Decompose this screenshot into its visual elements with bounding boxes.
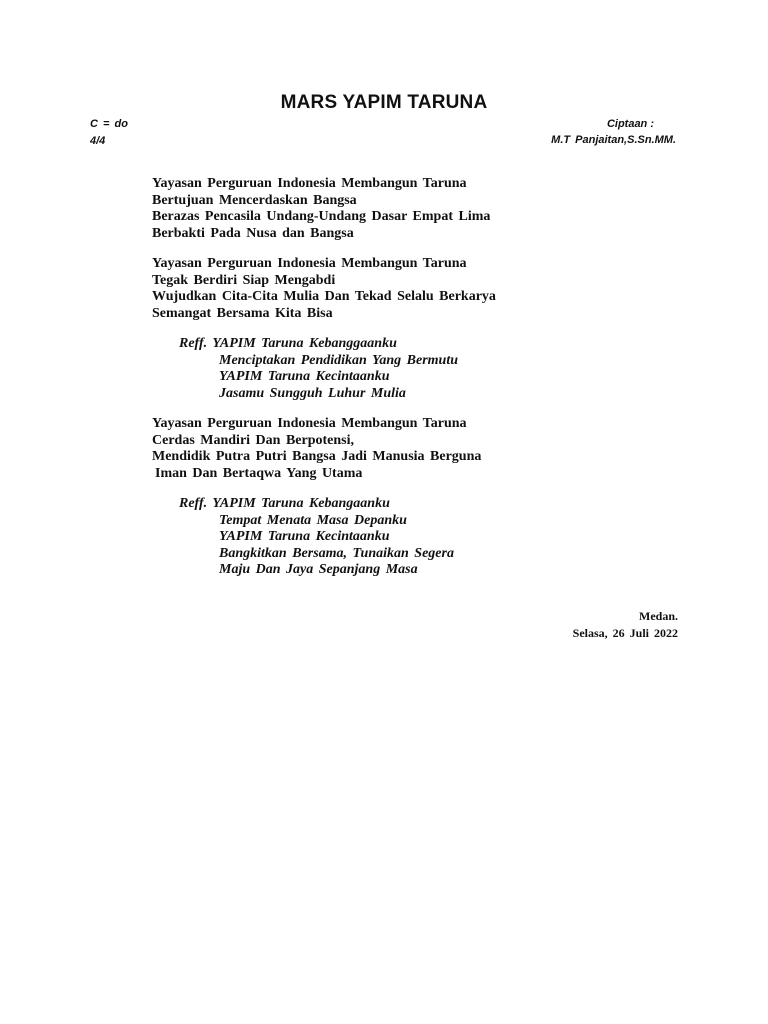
lyric-line: Jasamu Sungguh Luhur Mulia: [219, 385, 406, 401]
lyric-line: Mendidik Putra Putri Bangsa Jadi Manusia Berguna: [152, 449, 482, 464]
signature-block: [573, 608, 678, 641]
composer-name: M.T Panjaitan,S.Sn.MM.: [551, 134, 676, 146]
place: Medan.: [639, 609, 678, 623]
lyric-line: Menciptakan Pendidikan Yang Bermutu: [219, 352, 458, 368]
lyric-line: Wujudkan Cita-Cita Mulia Dan Tekad Selalu Berkarya: [152, 289, 496, 304]
lyric-line: YAPIM Taruna Kecintaanku: [219, 529, 390, 544]
lyric-line: Reff. YAPIM Taruna Kebangaanku: [179, 496, 390, 511]
lyric-line: Bertujuan Mencerdaskan Bangsa: [152, 192, 357, 208]
date: Selasa, 26 Juli 2022: [572, 625, 678, 640]
lyric-line: Yayasan Perguruan Indonesia Membangun Taruna: [152, 256, 467, 271]
lyric-line: Yayasan Perguruan Indonesia Membangun Taruna: [152, 176, 467, 191]
lyric-line: Berbakti Pada Nusa dan Bangsa: [152, 225, 354, 241]
refrain-2: [152, 496, 652, 579]
song-key: C = do: [90, 118, 128, 130]
verse-1: [152, 176, 652, 242]
verse-3: [152, 416, 652, 482]
song-title: MARS YAPIM TARUNA: [280, 92, 488, 113]
lyric-line: YAPIM Taruna Kecintaanku: [219, 369, 390, 384]
lyrics: [152, 176, 652, 579]
composer-block: [551, 116, 676, 149]
lyric-line: Bangkitkan Bersama, Tunaikan Segera: [219, 545, 454, 561]
lyric-line: Yayasan Perguruan Indonesia Membangun Taruna: [152, 416, 467, 431]
refrain-1: [152, 336, 652, 402]
lyric-line: Tegak Berdiri Siap Mengabdi: [152, 272, 336, 288]
lyric-line: Cerdas Mandiri Dan Berpotensi,: [152, 432, 354, 448]
lyric-line: Tempat Menata Masa Depanku: [219, 512, 407, 528]
lyric-line: Berazas Pencasila Undang-Undang Dasar Empat Lima: [152, 209, 491, 224]
time-signature: 4/4: [90, 134, 106, 147]
song-meta-left: [90, 116, 128, 149]
composer-label: Ciptaan :: [606, 118, 654, 130]
verse-2: [152, 256, 652, 322]
lyric-line: Maju Dan Jaya Sepanjang Masa: [219, 562, 418, 577]
lyric-line: Reff. YAPIM Taruna Kebanggaanku: [179, 336, 397, 351]
lyric-line: Semangat Bersama Kita Bisa: [152, 305, 333, 321]
lyric-line: Iman Dan Bertaqwa Yang Utama: [155, 465, 363, 481]
